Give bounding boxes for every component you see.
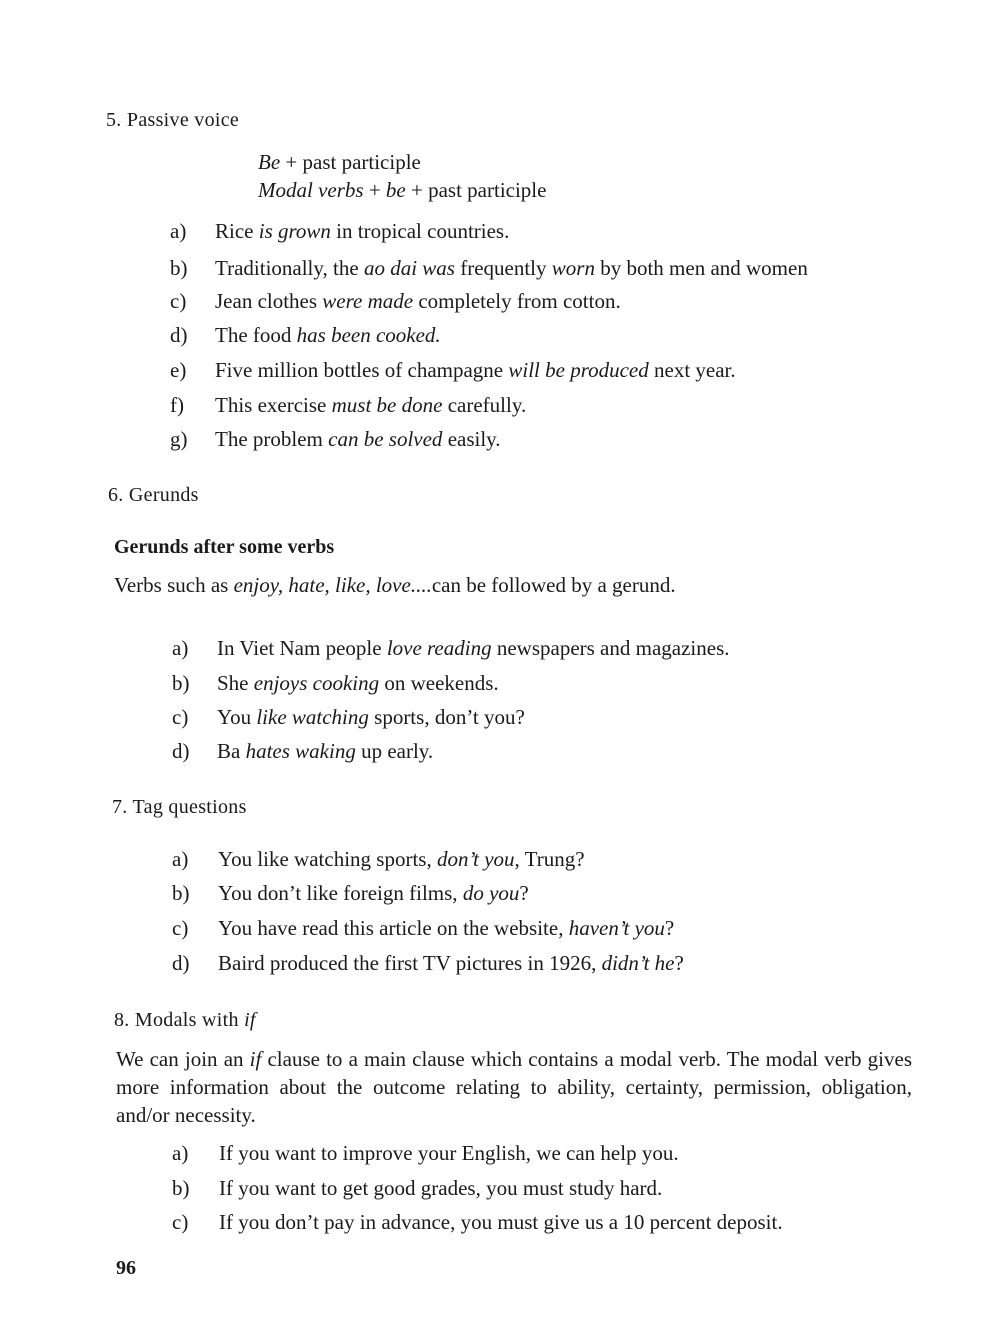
item-label: b)	[170, 256, 188, 280]
item-label: b)	[172, 1176, 190, 1200]
list-item: She enjoys cooking on weekends.	[217, 671, 499, 695]
list-item: If you want to improve your English, we can help you.	[219, 1141, 679, 1165]
subsection-title-gerunds: Gerunds after some verbs	[114, 536, 335, 558]
page-number: 96	[116, 1257, 136, 1279]
list-item: You like watching sports, don’t you?	[217, 705, 525, 729]
list-item: You don’t like foreign films, do you?	[218, 881, 529, 905]
list-item: Baird produced the first TV pictures in 1926, didn’t he?	[218, 951, 684, 975]
list-item: If you want to get good grades, you must study hard.	[219, 1176, 663, 1200]
list-item: Rice is grown in tropical countries.	[215, 219, 510, 243]
list-item: Traditionally, the ao dai was frequently worn by both men and women	[215, 256, 808, 280]
section-title-modals: 8. Modals with if	[114, 1009, 256, 1031]
item-label: f)	[170, 393, 184, 417]
section-title-tags: 7. Tag questions	[112, 796, 247, 818]
list-item: The food has been cooked.	[215, 323, 441, 347]
gerunds-intro: Verbs such as enjoy, hate, like, love....can be followed by a gerund.	[114, 573, 676, 597]
item-label: e)	[170, 358, 187, 382]
formula-be: be	[385, 178, 406, 202]
item-label: g)	[170, 427, 188, 451]
item-label: d)	[170, 323, 188, 347]
formula-rest: + past participle	[280, 150, 421, 174]
list-item: In Viet Nam people love reading newspapers and magazines.	[217, 636, 730, 660]
formula-plus: +	[363, 178, 386, 202]
item-label: c)	[172, 705, 189, 729]
item-label: a)	[172, 847, 189, 871]
item-label: a)	[170, 219, 187, 243]
list-item: If you don’t pay in advance, you must give us a 10 percent deposit.	[219, 1210, 783, 1234]
list-item: Five million bottles of champagne will be produced next year.	[215, 358, 736, 382]
item-label: c)	[170, 289, 187, 313]
list-item: This exercise must be done carefully.	[215, 393, 527, 417]
formula-line-1	[258, 149, 421, 175]
item-label: d)	[172, 739, 190, 763]
list-item: Ba hates waking up early.	[217, 739, 434, 763]
formula-line-2	[258, 177, 546, 203]
section-title-passive: 5. Passive voice	[106, 109, 240, 131]
item-label: b)	[172, 671, 190, 695]
item-label: c)	[172, 916, 189, 940]
list-item: You like watching sports, don’t you, Trung?	[218, 847, 585, 871]
formula-be: Be	[258, 150, 281, 174]
list-item: You have read this article on the website, haven’t you?	[218, 916, 675, 940]
section-title-gerunds: 6. Gerunds	[108, 484, 199, 506]
item-label: a)	[172, 636, 189, 660]
formula-rest: + past participle	[405, 178, 547, 202]
item-label: d)	[172, 951, 190, 975]
modals-paragraph: We can join an if clause to a main clause which contains a modal verb. The modal verb gives more information about the outcome relating to ability, certainty, permission, obligation, and/or necessity.	[116, 1047, 912, 1127]
formula-modal: Modal verbs	[258, 178, 364, 202]
item-label: b)	[172, 881, 190, 905]
list-item: The problem can be solved easily.	[215, 427, 501, 451]
item-label: c)	[172, 1210, 189, 1234]
list-item: Jean clothes were made completely from cotton.	[215, 289, 621, 313]
item-label: a)	[172, 1141, 189, 1165]
